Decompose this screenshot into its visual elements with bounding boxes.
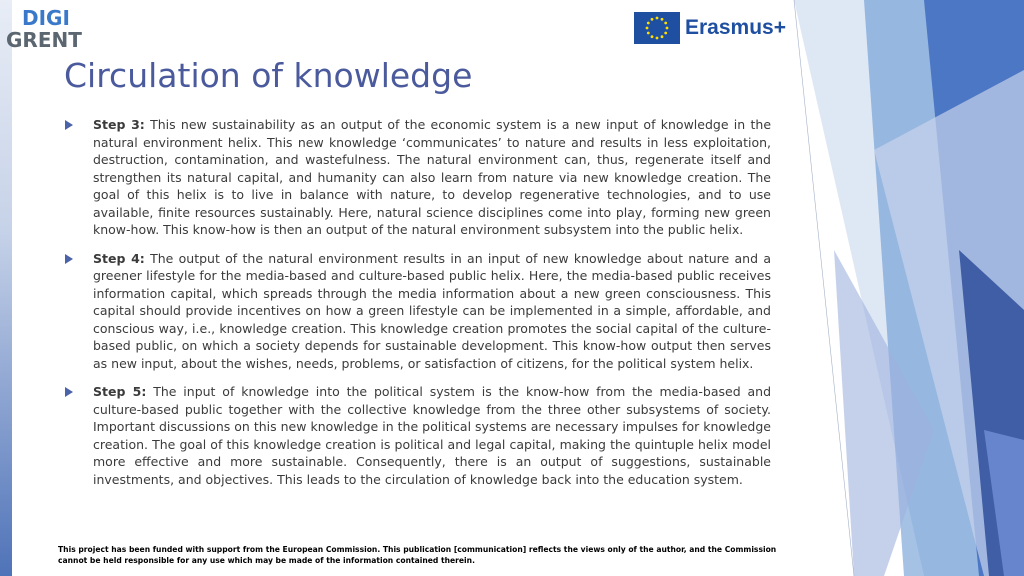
triangle-bullet-icon bbox=[65, 120, 73, 130]
step-label: Step 5: bbox=[93, 384, 147, 399]
step-text: This new sustainability as an output of the economic system is a new input of knowledge in the natural environment helix. This new knowledge ‘communicates’ to nature and results in less exploitation, destruction, contamination, and wastefulness. The natural environment can, thus, regenerate itself and strengthen its natural capital, and humanity can also learn from nature via new knowledge creation. The goal of this helix is to live in balance with nature, to develop regenerative technologies, and to use available, finite resources sustainably. Here, natural science disciplines come into play, forming new green know-how. This know-how is then an output of the natural environment subsystem into the public helix. bbox=[93, 117, 772, 237]
step-item bbox=[64, 383, 771, 488]
triangle-bullet-icon bbox=[65, 387, 73, 397]
digigrent-logo-line2: GRENT bbox=[6, 28, 82, 52]
step-label: Step 3: bbox=[93, 117, 145, 132]
slide-title: Circulation of knowledge bbox=[64, 56, 473, 95]
funding-disclaimer: This project has been funded with support from the European Commission. This publication [communication] reflects the views only of the author, and the Commission cannot be held responsible for any use which may be made of the information contained therein. bbox=[58, 545, 777, 565]
step-text: The output of the natural environment results in an input of new knowledge about nature and a greener lifestyle for the media-based and culture-based public helix. Here, the media-based public receives information capital, which spreads through the media information about a new green consciousness. This capital should provide incentives on how a green lifestyle can be implemented in a simple, affordable, and conscious way, i.e., knowledge creation. This knowledge creation promotes the social capital of the culture-based public, on which a society depends for sustainable development. This know-how output then serves as new input, about the wishes, needs, problems, or satisfaction of citizens, for the political system helix. bbox=[93, 250, 771, 371]
eu-flag-icon bbox=[634, 12, 680, 44]
erasmus-logo bbox=[634, 12, 794, 46]
erasmus-wordmark: Erasmus+ bbox=[685, 16, 786, 39]
digigrent-logo bbox=[6, 6, 86, 52]
triangle-bullet-icon bbox=[65, 254, 73, 264]
step-item bbox=[64, 250, 771, 373]
step-item bbox=[64, 116, 771, 239]
steps-list bbox=[64, 116, 771, 499]
step-text: The input of knowledge into the political system is the know-how from the media-based and culture-based public together with the collective knowledge from the three other subsystems of society. Important discussions on this new knowledge in the political systems are necessary impulses for knowledge creation. The goal of this knowledge creation is political and legal capital, making the quintuple helix model more effective and more sustainable. Consequently, there is an output of suggestions, sustainable investments, and objectives. This leads to the circulation of knowledge back into the education system. bbox=[93, 384, 772, 487]
right-decorative-shapes bbox=[774, 0, 1024, 576]
left-decorative-strip bbox=[0, 0, 12, 576]
digigrent-logo-line1: DIGI bbox=[22, 6, 70, 30]
step-label: Step 4: bbox=[93, 250, 145, 266]
